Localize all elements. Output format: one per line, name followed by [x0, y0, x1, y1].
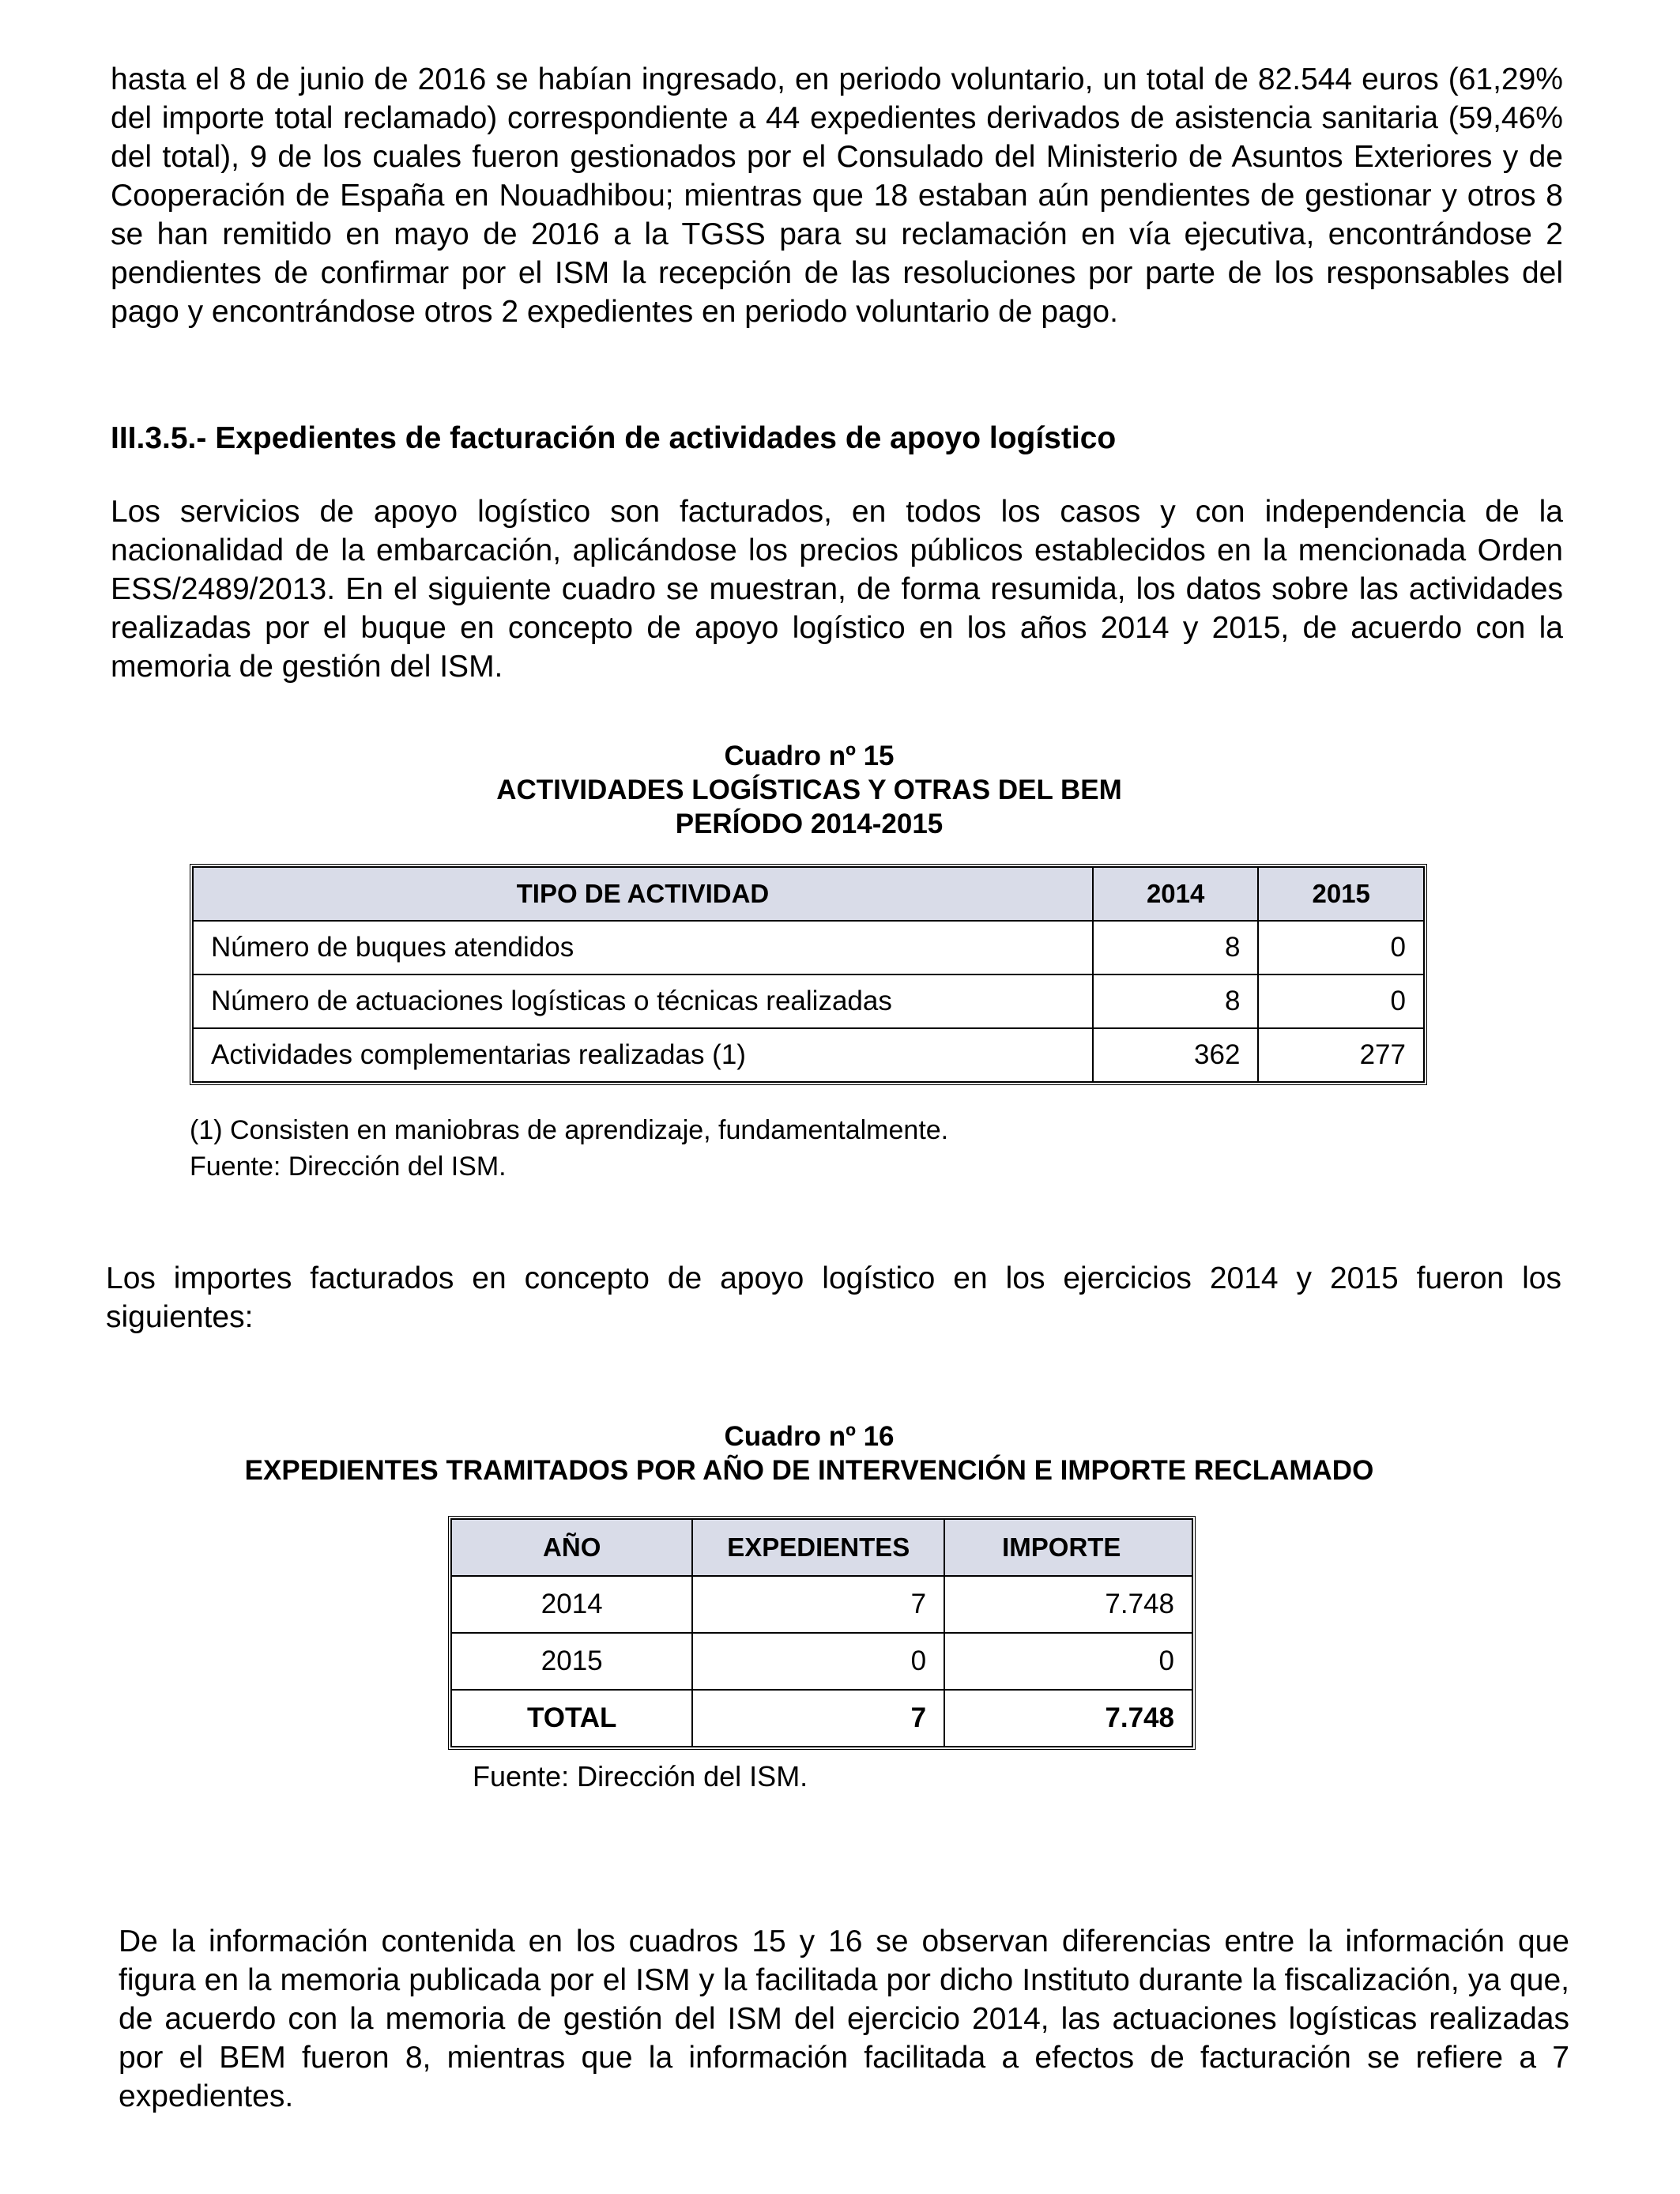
cuadro15-caption — [111, 739, 1508, 841]
header-2015: 2015 — [1258, 867, 1424, 921]
total-expedientes: 7 — [692, 1690, 944, 1747]
cuadro15-source: Fuente: Dirección del ISM. — [190, 1152, 507, 1182]
row-value-2014: 8 — [1093, 921, 1259, 974]
cuadro16-table — [448, 1516, 1196, 1750]
cuadro16-caption — [111, 1419, 1508, 1487]
cuadro15-notes — [190, 1112, 948, 1185]
cuadro16-notes — [473, 1759, 808, 1795]
total-label: TOTAL — [451, 1690, 692, 1747]
closing-paragraph: De la información contenida en los cuadros 15 y 16 se observan diferencias entre la información que figura en la memoria publicada por el ISM y la facilitada por dicho Instituto durante la fiscalización, ya que, de acuerdo con la memoria de gestión del ISM del ejercicio 2014, las actuaciones logísticas realizadas por el BEM fueron 8, mientras que la información facilitada a efectos de facturación se refiere a 7 expedientes. — [119, 1924, 1569, 2113]
header-tipo-actividad: TIPO DE ACTIVIDAD — [193, 867, 1093, 921]
table-row — [451, 1633, 1192, 1690]
table-row — [193, 974, 1424, 1028]
total-importe: 7.748 — [944, 1690, 1192, 1747]
row-year: 2014 — [451, 1576, 692, 1633]
row-year: 2015 — [451, 1633, 692, 1690]
header-ano: AÑO — [451, 1519, 692, 1576]
row-value-2014: 8 — [1093, 974, 1259, 1028]
cuadro16-number: Cuadro nº 16 — [724, 1421, 895, 1452]
row-value-2014: 362 — [1093, 1028, 1259, 1082]
section-heading: III.3.5.- Expedientes de facturación de actividades de apoyo logístico — [111, 421, 1117, 455]
middle-paragraph: Los importes facturados en concepto de apoyo logístico en los ejercicios 2014 y 2015 fueron los siguientes: — [106, 1261, 1561, 1334]
cuadro15-table — [190, 864, 1427, 1085]
cuadro16-source: Fuente: Dirección del ISM. — [473, 1760, 808, 1793]
table-row — [193, 1028, 1424, 1082]
table-header-row — [193, 867, 1424, 921]
row-label: Actividades complementarias realizadas (1) — [193, 1028, 1093, 1082]
cuadro15-title: ACTIVIDADES LOGÍSTICAS Y OTRAS DEL BEM — [496, 775, 1122, 805]
section-paragraph: Los servicios de apoyo logístico son facturados, en todos los casos y con independencia de la nacionalidad de la embarcación, aplicándose los precios públicos establecidos en la mencionada Orden ESS/2489/2013. En el siguiente cuadro se muestran, de forma resumida, los datos sobre las actividades realizadas por el buque en concepto de apoyo logístico en los años 2014 y 2015, de acuerdo con la memoria de gestión del ISM. — [111, 495, 1563, 684]
header-2014: 2014 — [1093, 867, 1259, 921]
cuadro16-title: EXPEDIENTES TRAMITADOS POR AÑO DE INTERVENCIÓN E IMPORTE RECLAMADO — [244, 1455, 1374, 1486]
table-total-row — [451, 1690, 1192, 1747]
row-expedientes: 7 — [692, 1576, 944, 1633]
header-importe: IMPORTE — [944, 1519, 1192, 1576]
row-value-2015: 0 — [1258, 974, 1424, 1028]
row-expedientes: 0 — [692, 1633, 944, 1690]
cuadro15-number: Cuadro nº 15 — [724, 741, 895, 771]
header-expedientes: EXPEDIENTES — [692, 1519, 944, 1576]
table-row — [451, 1576, 1192, 1633]
row-label: Número de buques atendidos — [193, 921, 1093, 974]
cuadro15-period: PERÍODO 2014-2015 — [675, 809, 944, 839]
row-value-2015: 0 — [1258, 921, 1424, 974]
row-value-2015: 277 — [1258, 1028, 1424, 1082]
intro-paragraph: hasta el 8 de junio de 2016 se habían ingresado, en periodo voluntario, un total de 82.544 euros (61,29% del importe total reclamado) correspondiente a 44 expedientes derivados de asistencia sanitaria (59,46% del total), 9 de los cuales fueron gestionados por el Consulado del Ministerio de Asuntos Exteriores y de Cooperación de España en Nouadhibou; mientras que 18 estaban aún pendientes de gestionar y otros 8 se han remitido en mayo de 2016 a la TGSS para su reclamación en vía ejecutiva, encontrándose 2 pendientes de confirmar por el ISM la recepción de las resoluciones por parte de los responsables del pago y encontrándose otros 2 expedientes en periodo voluntario de pago. — [111, 62, 1563, 329]
table-header-row — [451, 1519, 1192, 1576]
table-row — [193, 921, 1424, 974]
row-importe: 0 — [944, 1633, 1192, 1690]
row-importe: 7.748 — [944, 1576, 1192, 1633]
cuadro15-footnote: (1) Consisten en maniobras de aprendizaje, fundamentalmente. — [190, 1115, 949, 1145]
row-label: Número de actuaciones logísticas o técnicas realizadas — [193, 974, 1093, 1028]
